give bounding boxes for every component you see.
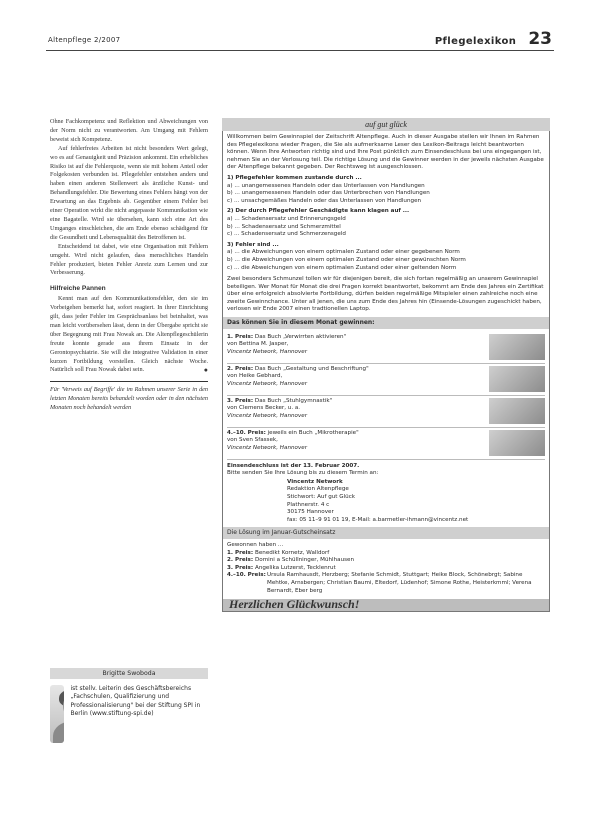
answer-option[interactable]: b) ... die Abweichungen von einem optimalen Zustand oder einer gewünschten Norm xyxy=(227,256,466,263)
quiz-intro: Willkommen beim Gewinnspiel der Zeitschrift Altenpflege. Auch in dieser Ausgabe stellen wir Ihnen im Rahmen des Pflegelexikons wieder Fragen, die Sie als aufmerksame Leser des Lexikon-Beitrags leicht beantworten können. Wenn Ihre Antworten richtig sind und Ihre Post pünktlich zum Einsendeschluss bei uns eingegangen ist, nehmen Sie an der Verlosung teil. Die richtige Lösung und die Gewinner werden in der jeweils nächsten Ausgabe der Altenpflege bekannt gegeben. Der Rechtsweg ist ausgeschlossen. xyxy=(227,134,544,171)
book-cover-image xyxy=(489,430,545,456)
question: 1) Pflegefehler kommen zustande durch ... xyxy=(227,174,362,181)
author-box xyxy=(50,668,208,743)
divider xyxy=(50,381,208,382)
footnote: Für 'Verweis auf Begriffe' die im Rahmen unserer Serie in den letzten Monaten bereits behandelt worden oder in den nächsten Monaten noch behandelt werden xyxy=(50,386,208,412)
page-header xyxy=(435,29,552,49)
quiz-rules: Zwei besonders Schmunzel tollen wir für diejenigen bereit, die sich fortan regelmäßig an unserem Gewinnspiel beteiligen. Wer Monat für Monat die drei Fragen korrekt beantwortet, bekommt am Ende des Jahres ein Zertifikat über eine erfolgreich absolvierte Fortbildung, dürfen beiden regelmäßige Mitspieler einen zahlreiche noch eine zweite Gewinnchance. Unter all jenen, die uns zum Ende des Jahres hin (Einsende-Lösungen zugeschickt haben, verlosen wir Ende 2007 einen tradtionellen Laptop. xyxy=(227,276,544,313)
winner-row: 2. Preis: Domini a Schüllninger, Mühlhausen xyxy=(227,557,355,564)
section-title: Pflegelexikon xyxy=(434,36,517,47)
author-name: Brigitte Swoboda xyxy=(50,668,208,679)
prize-item: 2. Preis: Das Buch „Gestaltung und Beschriftung" von Heike Gebhard, Vincentz Network, Hannover xyxy=(227,364,545,396)
solution-heading: Die Lösung im Januar-Gutscheinsatz xyxy=(223,527,549,539)
answer-option[interactable]: c) ... Schadensersatz und Schmerzensgeld xyxy=(227,231,346,238)
answer-option[interactable]: a) ... die Abweichungen von einem optimalen Zustand oder einer gegebenen Norm xyxy=(227,249,460,256)
paragraph: Kennt man auf den Kommunikationsfehler, den sie im Vorbeigehen bemerkt hat, sofort reagiert. In ihrer Einrichtung gilt, dass jeder Fehler im Gesprächsanlass bei beinhaltet, was man leicht vorübersehen lässt, denn in der Übergabe spricht sie über Begegnung mit Frau Nowak an. Die Altenpflegeschülerin freute konnte gerade aus ihrem Einsatz in der Gerontopsychiatrie. Sie will die integrative Validation in einer kurzen Fortbildung vorstellen. Gleich nächste Woche. Natürlich soll Frau Nowak dabei sein. ● xyxy=(50,295,208,375)
book-cover-image xyxy=(489,366,545,392)
winner-row: 4.–10. Preis: Ursula Ramhausdt, Herzberg; Stefanie Schmidt, Stuttgart; Heike Block, Schönebrgt; Sabine Mehtke, Arnsbergen; Christian Baumi, Eltedorf, Lüdenhof; Simone Rothe, Heisterkmml; Verena Bernardt, Eber berg xyxy=(227,572,532,594)
answer-option[interactable]: a) ... unangemessenes Handeln oder das Unterlassen von Handlungen xyxy=(227,182,425,189)
answer-option[interactable]: b) ... unangemessenes Handeln oder das Unterbrechen von Handlungen xyxy=(227,190,430,197)
answer-option[interactable]: c) ... die Abweichungen von einem optimalen Zustand oder einer geltenden Norm xyxy=(227,264,457,271)
winners-heading: Gewonnen haben ... xyxy=(227,542,284,548)
prize-item: 3. Preis: Das Buch „Stuhlgymnastik" von Clemens Becker, u. a. Vincentz Network, Hannover xyxy=(227,396,545,428)
question: 2) Der durch Pflegefehler Geschädigte kann klagen auf ... xyxy=(227,208,410,215)
address-block: Vincentz Network Redaktion Altenpflege Stichwort: Auf gut Glück Plathnerstr. 4 c 30175 Hannover fax: 05 11–9 91 01 19, E-Mail: a.barmetler-ihmann@vincentz.net xyxy=(287,478,469,523)
paragraph: Auf fehlerfreies Arbeiten ist nicht besonders Wert gelegt, wo es auf Genauigkeit und Präzision ankommt. Ein erhebliches Risiko ist auf die Fehlerquote, wenn sie mit hohem Anteil oder Folgekosten verbunden ist. Pflegefehler entstehen anders und haben einen anderen Stellenwert als ärztliche Kunst- und Behandlungsfehler. Die Bewertung eines Fehlers hängt von der Erwartung an das Ergebnis ab. Gegenüber einem Fehler bei einer Operation wirkt die nicht angepasste Kommunikation wie eine Bagatelle. Wird sie übersehen, kann sich eine Art des Umganges einschleichen, die am Ende ebenso schädigend für die Gesundheit und Lebensqualität des Betroffenen ist. xyxy=(50,144,208,241)
winner-row: 1. Preis: Benedikt Kornetz, Walldorf xyxy=(227,549,330,556)
quiz-title: auf gut glück xyxy=(222,118,550,131)
paragraph: Entscheidend ist dabei, wie eine Organisation mit Fehlern umgeht. Wird nicht gelaufen, dass menschliches Handeln Fehler produziert, bieten Fehler Anreiz zum Lernen und zur Verbesserung. xyxy=(50,242,208,277)
subheading: Hilfreiche Pannen xyxy=(50,285,106,293)
answer-option[interactable]: a) ... Schadensersatz und Erinnerungsgeld xyxy=(227,215,346,222)
congratulations-banner: Herzlichen Glückwunsch! xyxy=(223,599,549,611)
prizes-heading: Das können Sie in diesem Monat gewinnen: xyxy=(223,317,549,329)
article-column xyxy=(50,118,208,413)
send-to: Bitte senden Sie Ihre Lösung bis zu diesem Termin an: xyxy=(227,470,379,477)
author-bio: ist stellv. Leiterin des Geschäftsbereichs „Fachschulen, Qualifizierung und Professionalisierung" bei der Stiftung SPI in Berlin (www.stiftung-spi.de) xyxy=(70,685,201,717)
paragraph: Ohne Fachkompetenz und Reflektion und Abweichungen von der Norm nicht zu verantworten. Am Umgang mit Fehlern beweist sich Kompetenz. xyxy=(50,118,208,143)
answer-option[interactable]: b) ... Schadensersatz und Schmerzmittel xyxy=(227,223,341,230)
page-number: 23 xyxy=(528,29,552,49)
prize-item: 1. Preis: Das Buch „Verwirrten aktivieren" von Bettina M. Jasper, Vincentz Network, Hannover xyxy=(227,332,545,364)
issue-label: Altenpflege 2/2007 xyxy=(48,36,121,44)
end-mark-icon: ● xyxy=(203,366,208,375)
prize-item: 4.–10. Preis: jeweils ein Buch „Mikrotherapie" von Sven Sfassek, Vincentz Network, Hannover xyxy=(227,428,545,460)
answer-option[interactable]: c) ... unsachgemäßes Handeln oder das Unterlassen von Handlungen xyxy=(227,197,422,204)
header-rule xyxy=(46,50,554,51)
quiz-box xyxy=(222,118,550,612)
author-photo xyxy=(50,685,64,743)
contact-line[interactable]: fax: 05 11–9 91 01 19, E-Mail: a.barmetler-ihmann@vincentz.net xyxy=(287,516,469,523)
question: 3) Fehler sind ... xyxy=(227,241,279,248)
winner-row: 3. Preis: Angelika Lutzerst, Tecklenrut xyxy=(227,564,336,571)
book-cover-image xyxy=(489,334,545,360)
book-cover-image xyxy=(489,398,545,424)
deadline: Einsendeschluss ist der 13. Februar 2007. xyxy=(227,462,360,469)
